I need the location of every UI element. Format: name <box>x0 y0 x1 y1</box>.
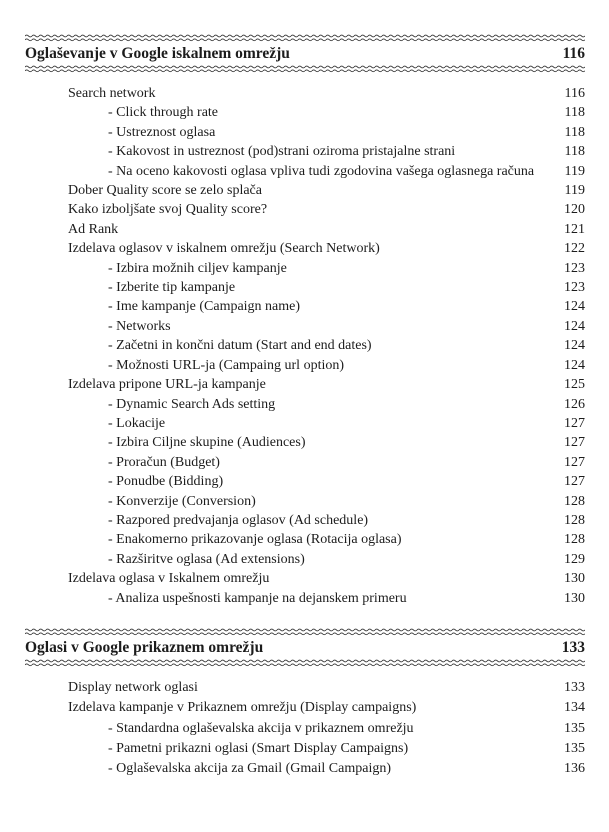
toc-entry[interactable] <box>25 530 585 549</box>
toc-entry-page: 133 <box>564 679 585 695</box>
toc-entry[interactable] <box>25 492 585 511</box>
toc-entry[interactable] <box>25 698 585 718</box>
toc-entry-label: - Razpored predvajanja oglasov (Ad schedule) <box>108 512 369 528</box>
toc-entry-label: - Standardna oglaševalska akcija v prikaznem omrežju <box>108 720 414 736</box>
toc-entry-page: 127 <box>564 454 585 470</box>
toc-entry-label: - Lokacije <box>108 415 166 431</box>
section-title: Oglaševanje v Google iskalnem omrežju <box>25 45 290 62</box>
toc-entry-label: Izdelava oglasa v Iskalnem omrežju <box>68 571 270 587</box>
toc-entry-label: - Ponudbe (Bidding) <box>108 474 224 490</box>
toc-entry-label: - Ustreznost oglasa <box>108 124 216 140</box>
toc-entry-label: - Dynamic Search Ads setting <box>108 396 276 412</box>
toc-entry-page: 119 <box>564 163 585 179</box>
toc-entry[interactable] <box>25 759 585 779</box>
toc-entry[interactable] <box>25 739 585 759</box>
toc-entry-label: - Konverzije (Conversion) <box>108 493 256 509</box>
toc-entry-label: Izdelava kampanje v Prikaznem omrežju (Display campaigns) <box>68 700 417 716</box>
toc-entry-page: 128 <box>564 493 585 509</box>
section-heading-row[interactable] <box>25 42 585 65</box>
toc-entry-page: 125 <box>564 377 585 393</box>
toc-entry-page: 124 <box>564 338 585 354</box>
table-of-contents <box>25 34 585 779</box>
toc-entry[interactable] <box>25 336 585 355</box>
toc-entry-page: 116 <box>564 86 585 101</box>
toc-entry-page: 126 <box>564 396 585 412</box>
toc-entry[interactable] <box>25 395 585 414</box>
toc-entry-label: - Oglaševalska akcija za Gmail (Gmail Campaign) <box>108 761 392 777</box>
toc-entry[interactable] <box>25 550 585 569</box>
toc-entry-label: - Analiza uspešnosti kampanje na dejanskem primeru <box>108 590 407 606</box>
toc-entry[interactable] <box>25 453 585 472</box>
section-page-number: 116 <box>562 45 585 62</box>
toc-entry-label: - Click through rate <box>108 105 219 121</box>
toc-entry-page: 127 <box>564 435 585 451</box>
toc-entry-page: 118 <box>564 144 585 160</box>
toc-entry[interactable] <box>25 200 585 219</box>
section-heading-row[interactable] <box>25 636 585 659</box>
toc-entry-label: Display network oglasi <box>68 679 198 695</box>
toc-entry-label: - Začetni in končni datum (Start and end dates) <box>108 338 372 354</box>
toc-entry-label: Izdelava oglasov v iskalnem omrežju (Search Network) <box>68 241 380 257</box>
toc-entry-label: Dober Quality score se zelo splača <box>68 183 262 199</box>
toc-entry[interactable] <box>25 103 585 122</box>
toc-entry-page: 128 <box>564 512 585 528</box>
toc-entry-label: - Kakovost in ustreznost (pod)strani oziroma pristajalne strani <box>108 144 456 160</box>
toc-section <box>25 628 585 779</box>
toc-entry-page: 123 <box>564 280 585 296</box>
toc-entry-label: - Pametni prikazni oglasi (Smart Display Campaigns) <box>108 740 409 756</box>
toc-entry[interactable] <box>25 719 585 739</box>
toc-entry-label: Ad Rank <box>68 221 119 237</box>
wavy-divider-bottom <box>25 65 585 73</box>
toc-entry-label: - Možnosti URL-ja (Campaing url option) <box>108 357 345 373</box>
toc-entry-page: 129 <box>564 551 585 567</box>
toc-entry[interactable] <box>25 142 585 161</box>
toc-entry-label: - Izbira možnih ciljev kampanje <box>108 260 287 276</box>
toc-entry[interactable] <box>25 678 585 698</box>
toc-entry[interactable] <box>25 433 585 452</box>
toc-entry-label: - Enakomerno prikazovanje oglasa (Rotacija oglasa) <box>108 532 402 548</box>
toc-entry-page: 118 <box>564 124 585 140</box>
toc-entry-page: 135 <box>564 740 585 756</box>
toc-entry-page: 124 <box>564 318 585 334</box>
toc-entry[interactable] <box>25 569 585 588</box>
toc-entry-label: - Izbira Ciljne skupine (Audiences) <box>108 435 306 451</box>
toc-entry-page: 124 <box>564 299 585 315</box>
toc-entry-label: Kako izboljšate svoj Quality score? <box>68 202 268 218</box>
toc-entry[interactable] <box>25 414 585 433</box>
toc-entry-label: Izdelava pripone URL-ja kampanje <box>68 377 266 393</box>
toc-entry-label: - Razširitve oglasa (Ad extensions) <box>108 551 305 567</box>
toc-entry-label: - Izberite tip kampanje <box>108 280 236 296</box>
toc-section <box>25 34 585 608</box>
section-entries <box>25 84 585 608</box>
toc-entry[interactable] <box>25 356 585 375</box>
toc-entry[interactable] <box>25 239 585 258</box>
wavy-divider-top <box>25 628 585 636</box>
toc-entry-page: 120 <box>564 202 585 218</box>
toc-entry[interactable] <box>25 375 585 394</box>
toc-entry[interactable] <box>25 317 585 336</box>
toc-entry[interactable] <box>25 589 585 608</box>
toc-entry[interactable] <box>25 220 585 239</box>
wavy-divider-bottom <box>25 659 585 667</box>
toc-entry-label: - Ime kampanje (Campaign name) <box>108 299 301 315</box>
toc-entry-page: 127 <box>564 415 585 431</box>
toc-entry-page: 134 <box>564 700 585 716</box>
toc-entry-page: 130 <box>564 571 585 587</box>
section-page-number: 133 <box>561 638 585 656</box>
toc-entry-page: 122 <box>564 241 585 257</box>
toc-entry-page: 119 <box>564 183 585 199</box>
toc-entry-page: 136 <box>564 761 585 777</box>
toc-entry[interactable] <box>25 297 585 316</box>
toc-entry[interactable] <box>25 511 585 530</box>
toc-entry[interactable] <box>25 84 585 103</box>
toc-entry[interactable] <box>25 259 585 278</box>
toc-entry-page: 130 <box>564 590 585 606</box>
wavy-divider-top <box>25 34 585 42</box>
toc-entry-page: 135 <box>564 720 585 736</box>
toc-entry-label: - Na oceno kakovosti oglasa vpliva tudi zgodovina vašega oglasnega računa <box>108 163 535 179</box>
toc-entry-page: 128 <box>564 532 585 548</box>
section-title: Oglasi v Google prikaznem omrežju <box>25 638 264 656</box>
toc-entry[interactable] <box>25 162 585 181</box>
toc-entry-page: 124 <box>564 357 585 373</box>
toc-entry-page: 123 <box>564 260 585 276</box>
toc-entry[interactable] <box>25 123 585 142</box>
toc-entry-label: Search network <box>68 86 156 101</box>
toc-entry-label: - Networks <box>108 318 171 334</box>
toc-entry-label: - Proračun (Budget) <box>108 454 220 470</box>
toc-entry-page: 127 <box>564 474 585 490</box>
toc-entry[interactable] <box>25 278 585 297</box>
toc-entry-page: 118 <box>564 105 585 121</box>
toc-entry-page: 121 <box>564 221 585 237</box>
toc-entry[interactable] <box>25 181 585 200</box>
toc-entry[interactable] <box>25 472 585 491</box>
section-entries <box>25 678 585 779</box>
